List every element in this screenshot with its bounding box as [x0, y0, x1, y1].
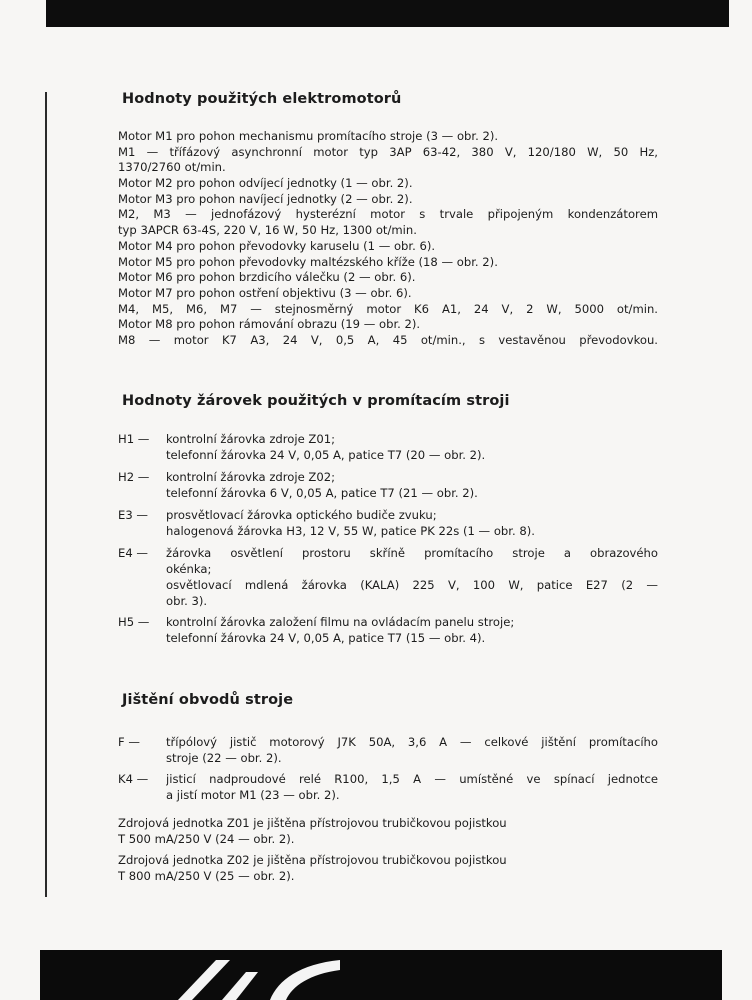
motors-line: Motor M7 pro pohon ostření objektivu (3 — obr. 6). — [118, 285, 412, 300]
bulb-label: H1 — — [118, 432, 150, 446]
bottom-logo-band — [40, 950, 722, 1000]
fuse-line: jisticí nadproudové relé R100, 1,5 A — umístěné ve spínací jednotce — [166, 772, 658, 786]
heading-motors: Hodnoty použitých elektromotorů — [122, 91, 402, 107]
bulb-line: telefonní žárovka 24 V, 0,05 A, patice T7 (20 — obr. 2). — [166, 448, 486, 462]
motors-line: Motor M8 pro pohon rámování obrazu (19 — obr. 2). — [118, 317, 421, 332]
left-margin-rule — [45, 92, 47, 897]
paragraph-line: Zdrojová jednotka Z02 je jištěna přístrojovou trubičkovou pojistkou — [118, 853, 507, 867]
bulb-line: telefonní žárovka 6 V, 0,05 A, patice T7 (21 — obr. 2). — [166, 486, 478, 500]
bulb-line: prosvětlovací žárovka optického budiče zvuku; — [166, 508, 437, 522]
bulb-line: kontrolní žárovka založení filmu na ovládacím panelu stroje; — [166, 615, 515, 629]
motors-line: Motor M6 pro pohon brzdicího válečku (2 — obr. 6). — [118, 270, 416, 285]
bulb-line: kontrolní žárovka zdroje Z02; — [166, 470, 336, 484]
motors-line: Motor M1 pro pohon mechanismu promítacího stroje (3 — obr. 2). — [118, 129, 499, 143]
bulb-label: E3 — — [118, 508, 148, 522]
top-black-bar — [46, 0, 729, 27]
motors-list — [118, 129, 658, 349]
paragraph-line: Zdrojová jednotka Z01 je jištěna přístrojovou trubičkovou pojistkou — [118, 816, 507, 830]
bulb-label: E4 — — [118, 546, 148, 560]
bulb-label: H2 — — [118, 470, 150, 484]
motors-line: Motor M5 pro pohon převodovky maltézského kříže (18 — obr. 2). — [118, 254, 498, 269]
motors-line: M1 — třífázový asynchronní motor typ 3AP 63-42, 380 V, 120/180 W, 50 Hz, — [118, 144, 658, 159]
fuse-paragraph-z01 — [118, 815, 658, 847]
logo-mark-icon — [40, 950, 722, 1000]
heading-fuses: Jištění obvodů stroje — [122, 692, 294, 708]
bulb-line: halogenová žárovka H3, 12 V, 55 W, patice PK 22s (1 — obr. 8). — [166, 524, 535, 538]
fuse-line: a jistí motor M1 (23 — obr. 2). — [166, 788, 340, 802]
motors-line: Motor M3 pro pohon navíjecí jednotky (2 — obr. 2). — [118, 191, 413, 206]
bulb-line: okénka; — [166, 562, 212, 576]
paragraph-line: T 500 mA/250 V (24 — obr. 2). — [118, 832, 295, 846]
fuse-label: F — — [118, 735, 140, 749]
motors-line: Motor M2 pro pohon odvíjecí jednotky (1 — obr. 2). — [118, 176, 413, 191]
bulb-line: žárovka osvětlení prostoru skříně promítacího stroje a obrazového — [166, 546, 658, 560]
fuse-line: třípólový jistič motorový J7K 50A, 3,6 A — celkové jištění promítacího — [166, 735, 658, 749]
heading-bulbs: Hodnoty žárovek použitých v promítacím stroji — [122, 393, 510, 409]
fuse-label: K4 — — [118, 772, 149, 786]
bulb-label: H5 — — [118, 615, 150, 629]
fuse-line: stroje (22 — obr. 2). — [166, 751, 282, 765]
motors-line: Motor M4 pro pohon převodovky karuselu (1 — obr. 6). — [118, 238, 436, 253]
bulb-line: kontrolní žárovka zdroje Z01; — [166, 432, 336, 446]
paragraph-line: T 800 mA/250 V (25 — obr. 2). — [118, 869, 295, 883]
motors-line: M2, M3 — jednofázový hysterézní motor s trvale připojeným kondenzátorem — [118, 207, 658, 222]
motors-line: M8 — motor K7 A3, 24 V, 0,5 A, 45 ot/min., s vestavěnou převodovkou. — [118, 332, 658, 347]
motors-line: 1370/2760 ot/min. — [118, 160, 226, 175]
bulb-line: obr. 3). — [166, 594, 208, 608]
fuse-paragraph-z02 — [118, 852, 658, 884]
motors-line: typ 3APCR 63-4S, 220 V, 16 W, 50 Hz, 1300 ot/min. — [118, 223, 417, 238]
bulb-line: osvětlovací mdlená žárovka (KALA) 225 V, 100 W, patice E27 (2 — — [166, 578, 658, 592]
motors-line: M4, M5, M6, M7 — stejnosměrný motor K6 A1, 24 V, 2 W, 5000 ot/min. — [118, 301, 658, 316]
bulb-line: telefonní žárovka 24 V, 0,05 A, patice T7 (15 — obr. 4). — [166, 631, 486, 645]
